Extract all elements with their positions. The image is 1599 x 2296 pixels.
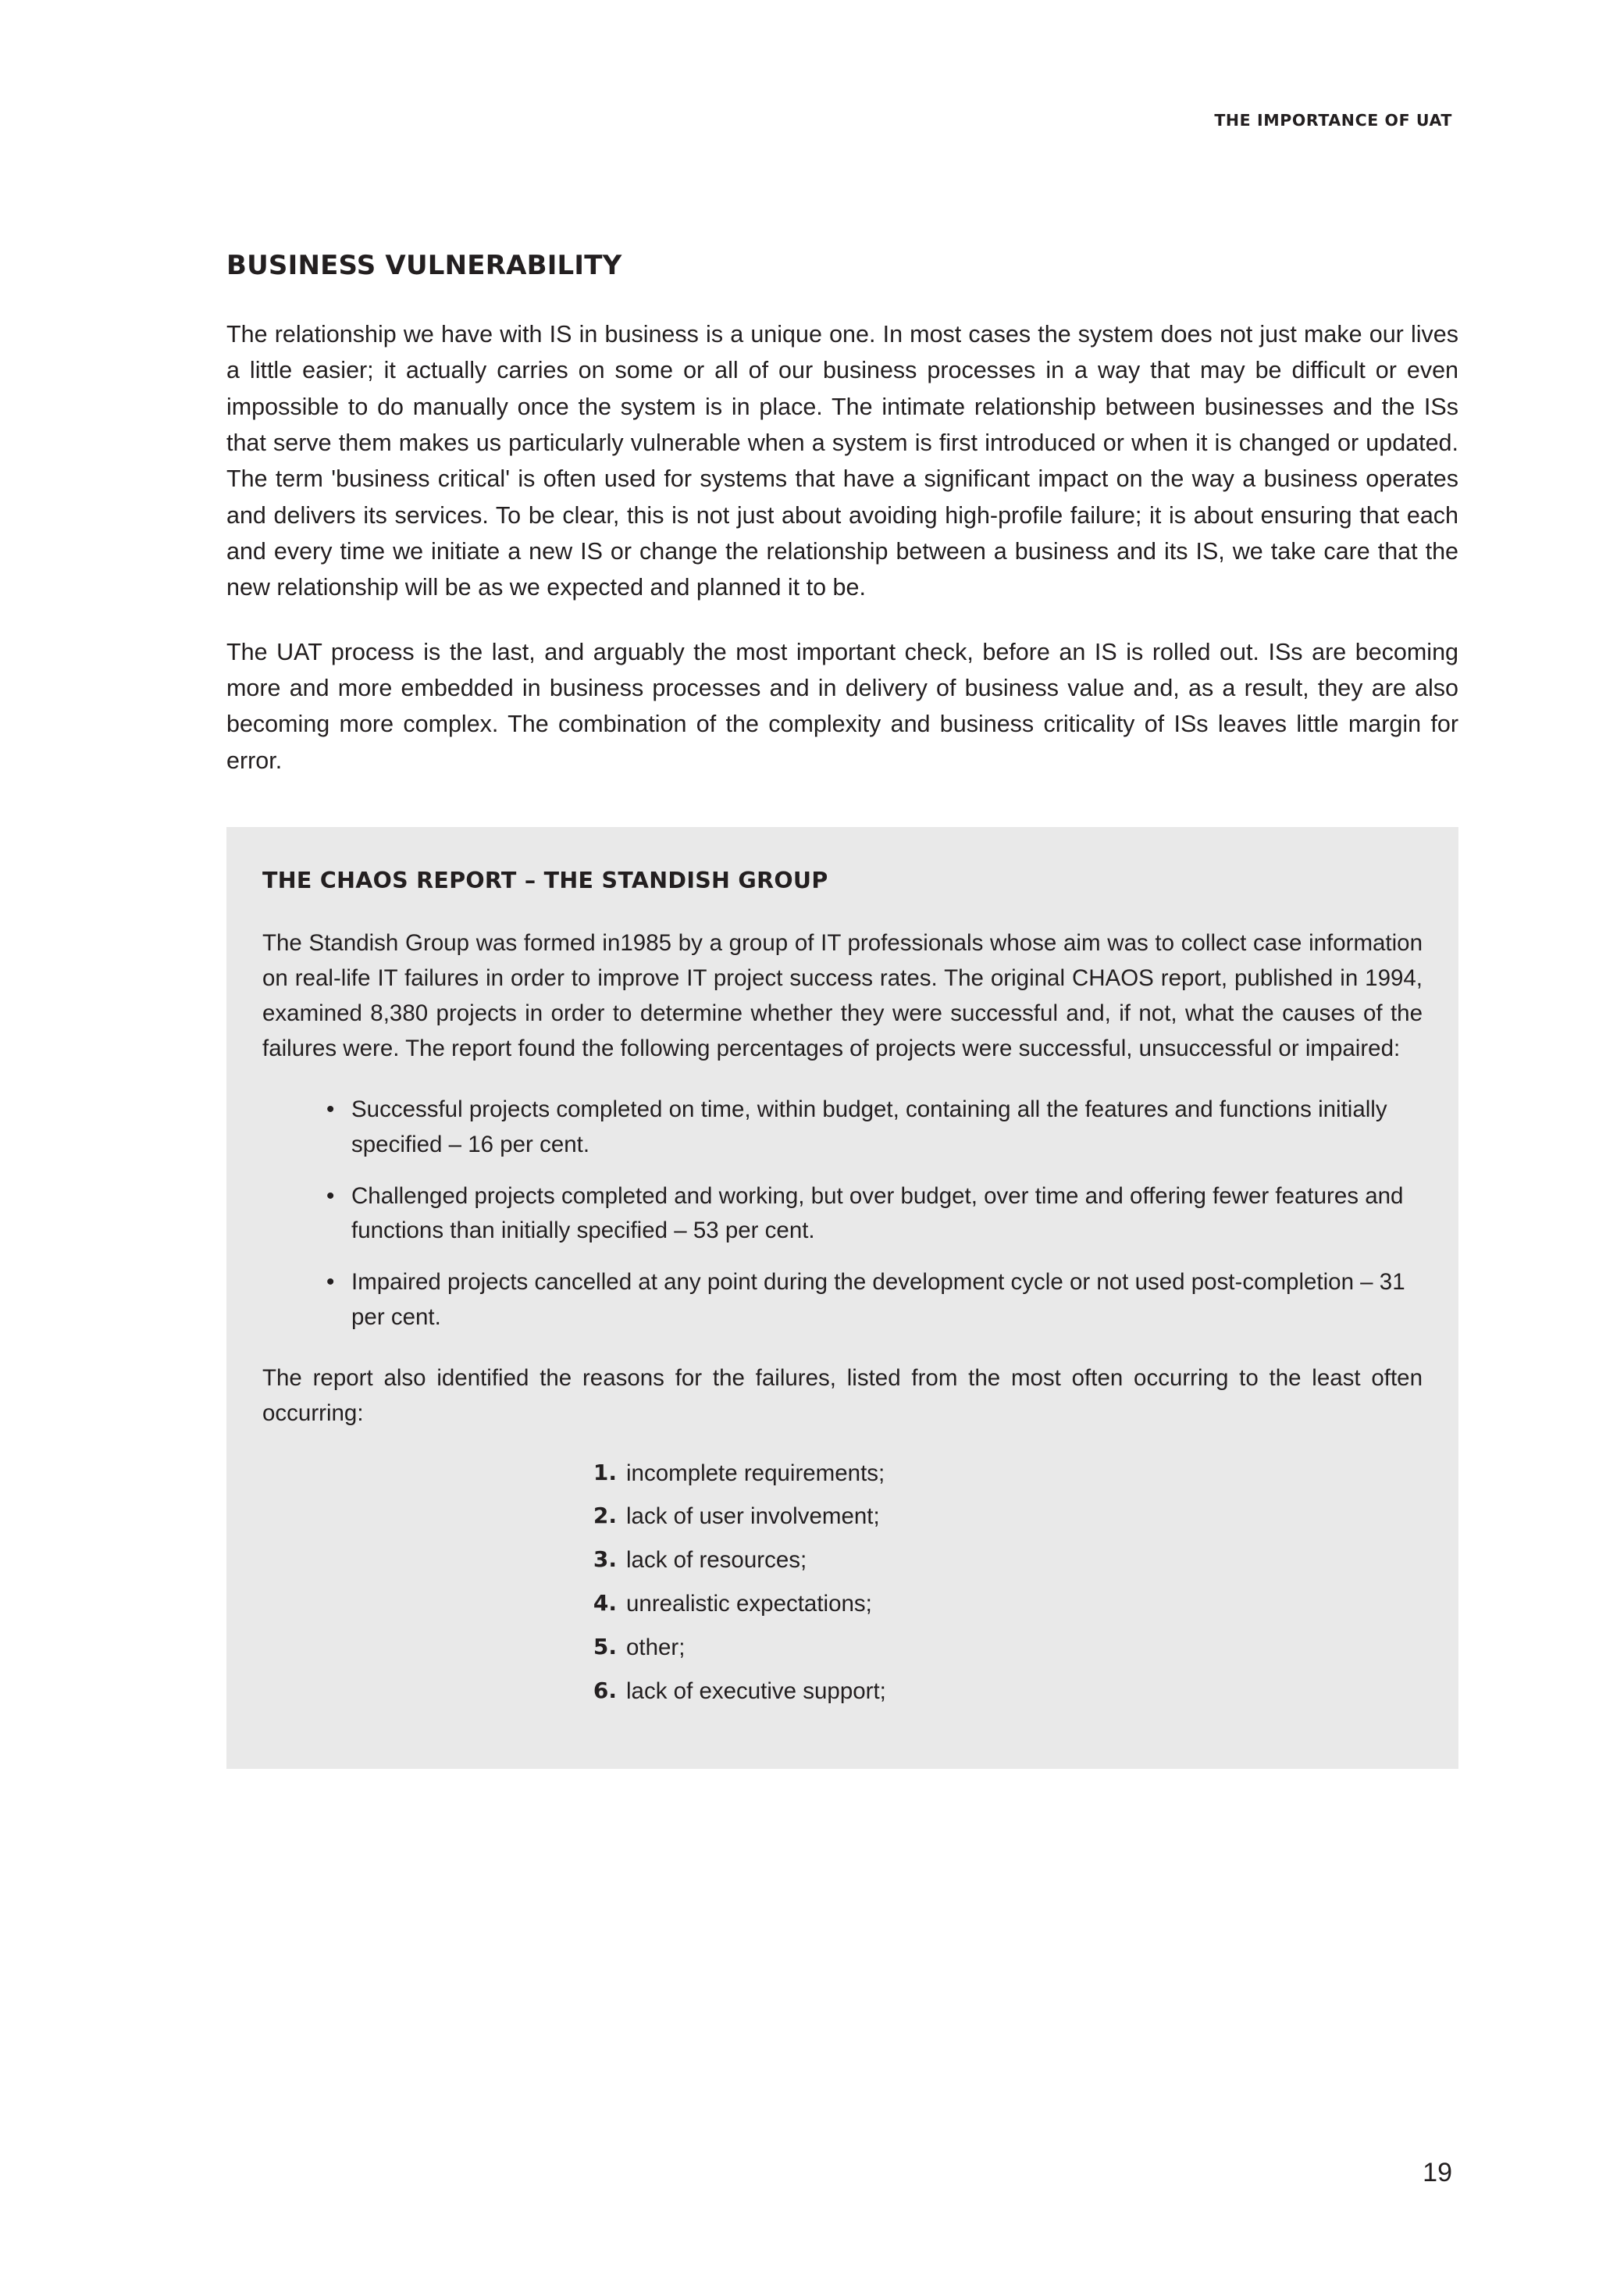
callout-bullet-list [262,1093,1423,1335]
list-item: • Challenged projects completed and working, but over budget, over time and offering fewer features and functions than initially specified – 53 per cent. [326,1179,1423,1249]
list-item: • Impaired projects cancelled at any point during the development cycle or not used post-completion – 31 per cent. [326,1265,1423,1335]
callout-box [226,827,1458,1769]
page-title: BUSINESS VULNERABILITY [226,250,622,281]
list-item: unrealistic expectations; [626,1591,872,1617]
running-head: THE IMPORTANCE OF UAT [1214,111,1452,130]
list-item: other; [626,1634,686,1660]
list-item: lack of executive support; [626,1677,886,1704]
body-paragraph: The UAT process is the last, and arguably the most important check, before an IS is rolled out. ISs are becoming more and more embedded in business processes and in delivery of business value and, as a result, they are also becoming more complex. The combination of the complexity and business criticality of ISs leaves little margin for error. [226,638,1458,774]
list-item: lack of user involvement; [626,1503,880,1530]
callout-title: THE CHAOS REPORT – THE STANDISH GROUP [262,868,828,894]
callout-numbered-list [262,1458,1423,1707]
callout-intro-paragraph: The Standish Group was formed in1985 by a group of IT professionals whose aim was to collect case information on real-life IT failures in order to improve IT project success rates. The original CHAOS report, published in 1994, examined 8,380 projects in order to determine whether they were successful and, if not, what the causes of the failures were. The report found the following percentages of projects were successful, unsuccessful or impaired: [262,930,1423,1061]
page-content [226,250,1458,1769]
list-item: • Successful projects completed on time, within budget, containing all the features and functions initially specified – 16 per cent. [326,1093,1423,1162]
list-item: lack of resources; [626,1547,807,1574]
body-paragraph: The relationship we have with IS in business is a unique one. In most cases the system does not just make our lives a little easier; it actually carries on some or all of our business processes in a way that may be difficult or even impossible to do manually once the system is in place. The intimate relationship between businesses and the ISs that serve them makes us particularly vulnerable when a system is first introduced or when it is changed or updated. The term 'business critical' is often used for systems that have a significant impact on the way a business operates and delivers its services. To be clear, this is not just about avoiding high-profile failure; it is about ensuring that each and every time we initiate a new IS or change the relationship between a business and its IS, we take care that the new relationship will be as we expected and planned it to be. [226,320,1458,601]
page-number: 19 [1423,2158,1452,2187]
callout-reasons-intro: The report also identified the reasons for the failures, listed from the most often occurring to the least often occurring: [262,1364,1423,1426]
list-item: incomplete requirements; [626,1460,885,1486]
